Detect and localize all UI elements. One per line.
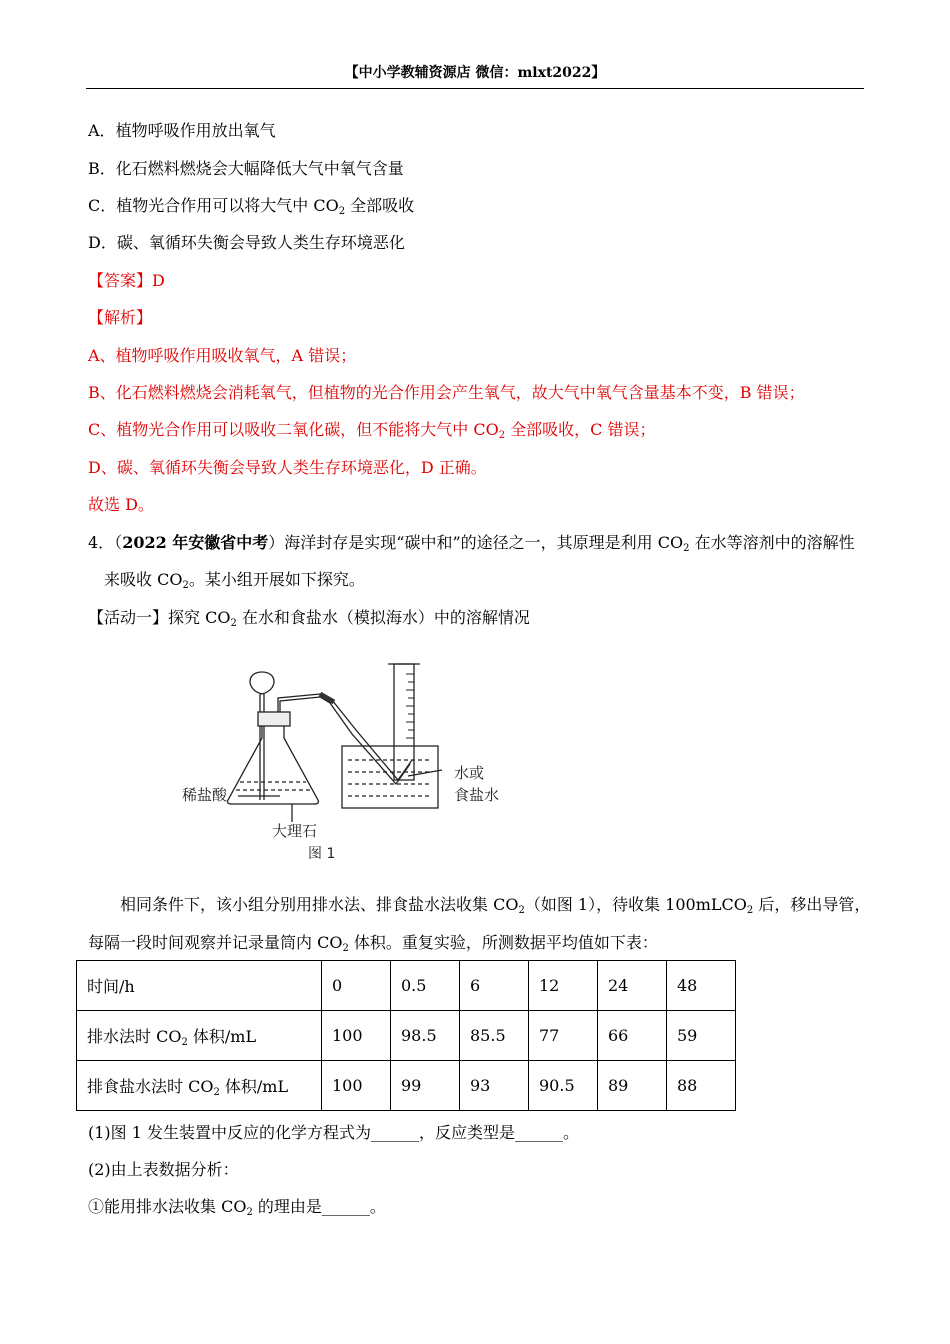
- question-number: 4．（: [88, 533, 123, 552]
- question-text: 。某小组开展如下探究。: [188, 570, 365, 589]
- row-label: 体积/mL: [187, 1027, 257, 1046]
- table-row-header: [77, 1011, 322, 1061]
- option-a: [88, 120, 276, 142]
- funnel-bulb: [250, 672, 274, 694]
- question-text: ）海洋封存是实现“碳中和”的途径之一，其原理是利用 CO: [268, 533, 684, 552]
- analysis-a: A、植物呼吸作用吸收氧气，A 错误；: [88, 346, 357, 365]
- question-source: 2022 年安徽省中考: [122, 533, 269, 552]
- table-cell: 12: [529, 961, 598, 1011]
- subscript: 2: [746, 905, 754, 916]
- paragraph-text: （如图 1），待收集 100mLCO: [524, 895, 747, 914]
- table-cell: 100: [322, 1061, 391, 1111]
- table-cell: 77: [529, 1011, 598, 1061]
- paragraph-text: 每隔一段时间观察并记录量筒内 CO: [88, 933, 343, 952]
- rubber-connector: [320, 694, 334, 702]
- option-letter: B．: [88, 159, 116, 178]
- table-cell: 98.5: [391, 1011, 460, 1061]
- subscript: 2: [518, 905, 525, 916]
- table-cell: 93: [460, 1061, 529, 1111]
- subscript: 2: [338, 206, 346, 217]
- paragraph-line-1: [120, 894, 870, 916]
- subscript: 2: [182, 580, 189, 591]
- option-text: 植物光合作用可以将大气中 CO: [116, 196, 339, 215]
- paragraph-text: 体积。重复实验，所测数据平均值如下表：: [348, 933, 658, 952]
- label-water-1: 水或: [454, 764, 485, 782]
- analysis-conclusion: 故选 D。: [88, 495, 154, 514]
- question-2: (2)由上表数据分析：: [88, 1160, 239, 1179]
- subscript: 2: [342, 943, 349, 954]
- option-text: 碳、氧循环失衡会导致人类生存环境恶化: [116, 233, 405, 252]
- funnel-tube: [260, 694, 264, 800]
- table-cell: 85.5: [460, 1011, 529, 1061]
- question-4-line-2: [104, 569, 365, 591]
- table-cell: 6: [460, 961, 529, 1011]
- table-cell: 88: [667, 1061, 736, 1111]
- option-b: [88, 158, 404, 180]
- question-1: (1)图 1 发生装置中反应的化学方程式为______，反应类型是______。: [88, 1123, 580, 1142]
- paragraph-text: 后，移出导管，: [753, 895, 871, 914]
- answer-line: [88, 270, 165, 292]
- row-label: 排食盐水法时 CO: [87, 1077, 214, 1096]
- question-text: ①能用排水法收集 CO: [88, 1197, 247, 1216]
- option-d: [88, 232, 405, 254]
- table-row-header: [77, 1061, 322, 1111]
- activity-text: 【活动一】探究 CO: [88, 608, 231, 627]
- table-cell: 89: [598, 1061, 667, 1111]
- answer-value: D: [152, 271, 165, 290]
- option-letter: C．: [88, 196, 117, 215]
- option-letter: D．: [88, 233, 117, 252]
- answer-label: 【答案】: [88, 271, 153, 290]
- table-cell: 90.5: [529, 1061, 598, 1111]
- table-cell: 0.5: [391, 961, 460, 1011]
- label-acid: 稀盐酸: [182, 786, 228, 804]
- analysis-label: 【解析】: [88, 308, 153, 327]
- subscript: 2: [498, 430, 506, 441]
- paragraph-line-2: [88, 932, 658, 954]
- subscript: 2: [213, 1087, 220, 1098]
- figure-caption: 图 1: [308, 846, 336, 862]
- analysis-c: [88, 419, 656, 441]
- activity-heading: [88, 607, 530, 629]
- data-table: [76, 960, 736, 1111]
- stopper: [258, 712, 290, 726]
- option-c: [88, 195, 414, 217]
- option-text: 化石燃料燃烧会大幅降低大气中氧气含量: [115, 159, 404, 178]
- option-letter: A．: [88, 121, 116, 140]
- analysis-d: D、碳、氧循环失衡会导致人类生存环境恶化，D 正确。: [88, 458, 487, 477]
- analysis-c-text: 全部吸收，C 错误；: [505, 420, 656, 439]
- row-label: 体积/mL: [219, 1077, 289, 1096]
- table-cell: 24: [598, 961, 667, 1011]
- cylinder-scale: [406, 674, 414, 738]
- subscript: 2: [230, 618, 237, 629]
- question-text: 在水等溶剂中的溶解性: [689, 533, 855, 552]
- question-text: 的理由是______。: [252, 1197, 386, 1216]
- subscript: 2: [683, 543, 690, 554]
- table-cell: 59: [667, 1011, 736, 1061]
- table-cell: 66: [598, 1011, 667, 1061]
- table-cell: 0: [322, 961, 391, 1011]
- label-marble: 大理石: [272, 822, 318, 840]
- table-row: [77, 1061, 736, 1111]
- table-cell: 100: [322, 1011, 391, 1061]
- analysis-c-text: C、植物光合作用可以吸收二氧化碳，但不能将大气中 CO: [88, 420, 499, 439]
- question-2-1: [88, 1196, 386, 1218]
- label-water-2: 食盐水: [454, 786, 500, 804]
- analysis-b: B、化石燃料燃烧会消耗氧气，但植物的光合作用会产生氧气，故大气中氧气含量基本不变，B 错误；: [88, 383, 805, 402]
- paragraph-text: 相同条件下，该小组分别用排水法、排食盐水法收集 CO: [120, 895, 519, 914]
- apparatus-figure: [180, 650, 520, 870]
- subscript: 2: [181, 1037, 188, 1048]
- page-header: 【中小学教辅资源店 微信：mlxt2022】: [86, 62, 864, 89]
- table-cell: 99: [391, 1061, 460, 1111]
- subscript: 2: [246, 1207, 253, 1218]
- option-text: 植物呼吸作用放出氧气: [115, 121, 276, 140]
- delivery-tube: [278, 694, 412, 784]
- table-cell: 时间/h: [77, 961, 322, 1011]
- question-text: 来吸收 CO: [104, 570, 183, 589]
- activity-text: 在水和食盐水（模拟海水）中的溶解情况: [236, 608, 530, 627]
- option-text: 全部吸收: [345, 196, 415, 215]
- conical-flask: [228, 726, 319, 804]
- row-label: 排水法时 CO: [87, 1027, 182, 1046]
- table-row: [77, 961, 736, 1011]
- water-leader-line: [408, 770, 442, 776]
- question-4-line-1: [88, 532, 855, 554]
- table-row: [77, 1011, 736, 1061]
- table-cell: 48: [667, 961, 736, 1011]
